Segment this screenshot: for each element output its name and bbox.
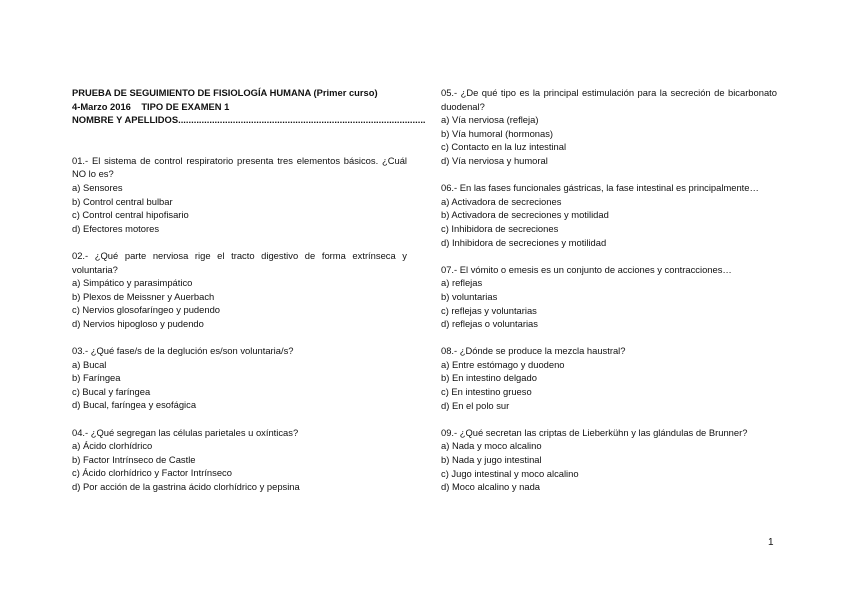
question-block	[72, 426, 407, 494]
question-text: 02.- ¿Qué parte nerviosa rige el tracto digestivo de forma extrínseca y voluntaria?	[72, 249, 407, 275]
left-column	[72, 86, 426, 494]
exam-type: TIPO DE EXAMEN 1	[141, 100, 230, 112]
right-question-list	[441, 86, 777, 494]
answer-option: b) Nada y jugo intestinal	[441, 454, 542, 466]
answer-option: a) Ácido clorhídrico	[72, 440, 153, 452]
name-dots: ...............................................................................................	[178, 114, 426, 126]
answer-option: d) Nervios hipogloso y pudendo	[72, 317, 204, 329]
question-block	[72, 249, 407, 331]
answer-option: d) Por acción de la gastrina ácido clorhídrico y pepsina	[72, 481, 300, 493]
question-text: 07.- El vómito o emesis es un conjunto de acciones y contracciones…	[441, 263, 732, 275]
exam-title-text: PRUEBA DE SEGUIMIENTO DE FISIOLOGÍA HUMANA	[72, 87, 311, 98]
answer-option: a) Activadora de secreciones	[441, 195, 562, 207]
answer-option: d) Bucal, faríngea y esofágica	[72, 399, 197, 411]
exam-date: 4-Marzo 2016	[72, 100, 131, 112]
page-number: 1	[768, 537, 774, 548]
exam-title-suffix: (Primer curso)	[310, 87, 378, 98]
right-column	[441, 86, 777, 494]
name-field-line	[72, 113, 426, 127]
answer-option: b) voluntarias	[441, 290, 498, 302]
answer-option: b) Control central bulbar	[72, 195, 173, 207]
answer-option: d) reflejas o voluntarias	[441, 318, 538, 330]
answer-option: c) Control central hipofisario	[72, 209, 189, 221]
answer-option: c) Inhibidora de secreciones	[441, 222, 559, 234]
question-text: 06.- En las fases funcionales gástricas, la fase intestinal es principalmente…	[441, 182, 759, 194]
answer-option: d) Vía nerviosa y humoral	[441, 154, 548, 166]
answer-option: d) Moco alcalino y nada	[441, 481, 541, 493]
answer-option: a) Entre estómago y duodeno	[441, 358, 565, 370]
answer-option: a) Simpático y parasimpático	[72, 277, 193, 289]
answer-option: b) Vía humoral (hormonas)	[441, 127, 554, 139]
question-block	[441, 426, 777, 494]
question-block	[441, 181, 777, 249]
answer-option: a) reflejas	[441, 277, 483, 289]
answer-option: b) En intestino delgado	[441, 372, 537, 384]
answer-option: d) Efectores motores	[72, 222, 160, 234]
left-question-list	[72, 154, 407, 494]
answer-option: c) Jugo intestinal y moco alcalino	[441, 467, 579, 479]
answer-option: c) Ácido clorhídrico y Factor Intrínseco	[72, 467, 232, 479]
question-block	[441, 344, 777, 412]
question-text: 09.- ¿Qué secretan las criptas de Lieberkühn y las glándulas de Brunner?	[441, 426, 748, 438]
question-text: 01.- El sistema de control respiratorio presenta tres elementos básicos. ¿Cuál NO lo es?	[72, 154, 407, 180]
answer-option: a) Bucal	[72, 358, 107, 370]
answer-option: d) En el polo sur	[441, 399, 510, 411]
answer-option: c) Contacto en la luz intestinal	[441, 141, 567, 153]
question-text: 04.- ¿Qué segregan las células parietales u oxínticas?	[72, 426, 299, 438]
answer-option: c) Nervios glosofaríngeo y pudendo	[72, 304, 221, 316]
answer-option: a) Nada y moco alcalino	[441, 440, 542, 452]
answer-option: c) Bucal y faríngea	[72, 385, 151, 397]
exam-title	[72, 86, 407, 100]
answer-option: b) Activadora de secreciones y motilidad	[441, 209, 609, 221]
answer-option: b) Faríngea	[72, 372, 121, 384]
answer-option: c) En intestino grueso	[441, 386, 532, 398]
name-label: NOMBRE Y APELLIDOS	[72, 114, 179, 126]
question-text: 08.- ¿Dónde se produce la mezcla haustral?	[441, 345, 626, 357]
answer-option: d) Inhibidora de secreciones y motilidad	[441, 236, 607, 248]
question-text: 03.- ¿Qué fase/s de la deglución es/son voluntaria/s?	[72, 345, 294, 357]
question-text: 05.- ¿De qué tipo es la principal estimulación para la secreción de bicarbonato duodenal?	[441, 87, 777, 112]
answer-option: b) Plexos de Meissner y Auerbach	[72, 290, 215, 302]
question-block	[441, 263, 777, 331]
answer-option: c) reflejas y voluntarias	[441, 304, 537, 316]
answer-option: a) Sensores	[72, 181, 123, 193]
answer-option: a) Vía nerviosa (refleja)	[441, 114, 539, 126]
question-block	[72, 154, 407, 236]
answer-option: b) Factor Intrínseco de Castle	[72, 453, 196, 465]
question-block	[72, 344, 407, 412]
exam-date-type-line	[72, 100, 407, 114]
question-block	[441, 86, 777, 168]
